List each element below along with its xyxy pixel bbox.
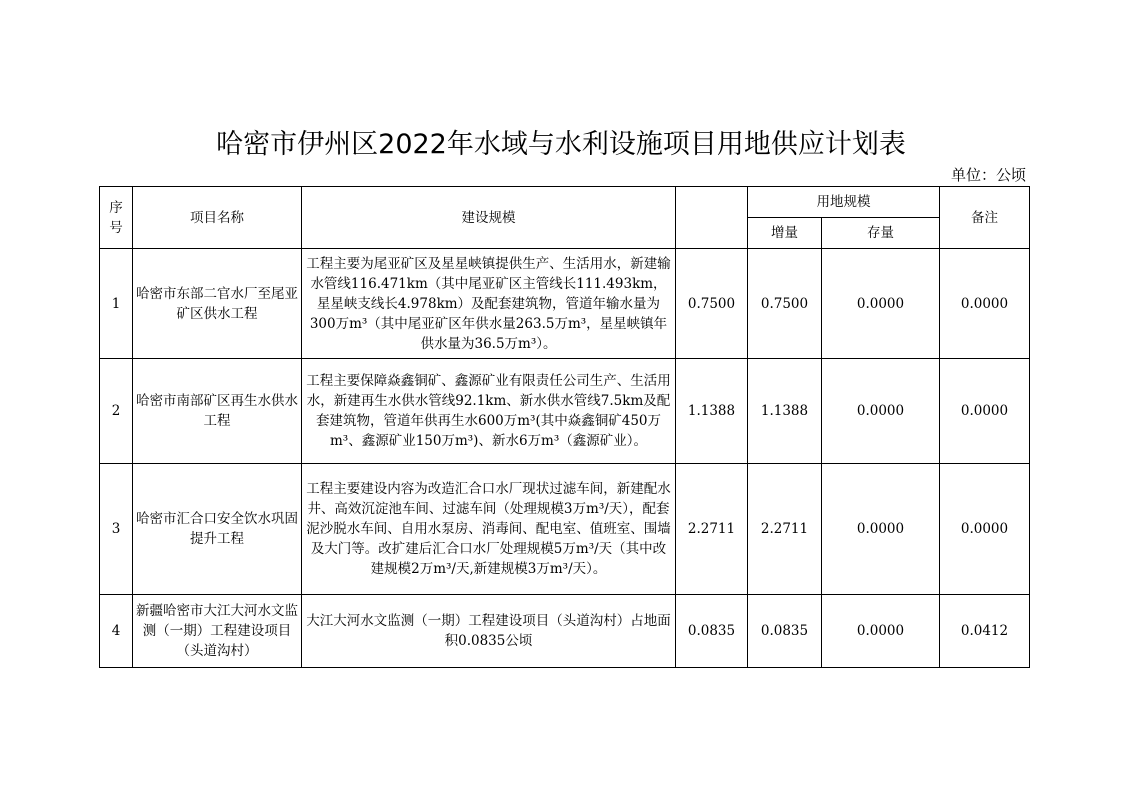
row-note: 0.0412 xyxy=(940,595,1030,668)
row-scale: 工程主要为尾亚矿区及星星峡镇提供生产、生活用水，新建输水管线116.471km（其中尾亚矿区主管线长111.493km，星星峡支线长4.978km）及配套建筑物，管道年输水量为300万m³（其中尾亚矿区年供水量263.5万m³，星星峡镇年供水量为36.5万m³）。 xyxy=(302,249,676,359)
row-increase: 2.2711 xyxy=(748,464,822,595)
row-name: 新疆哈密市大江大河水文监测（一期）工程建设项目（头道沟村） xyxy=(133,595,302,668)
table-row xyxy=(100,249,1030,359)
row-total: 0.7500 xyxy=(676,249,748,359)
row-stock: 0.0000 xyxy=(822,249,940,359)
row-scale: 工程主要保障焱鑫铜矿、鑫源矿业有限责任公司生产、生活用水，新建再生水供水管线92.1km、新水供水管线7.5km及配套建筑物，管道年供再生水600万m³(其中焱鑫铜矿450万m³、鑫源矿业150万m³)、新水6万m³（鑫源矿业）。 xyxy=(302,359,676,464)
table-row xyxy=(100,359,1030,464)
header-index: 序号 xyxy=(100,187,133,249)
row-increase: 0.0835 xyxy=(748,595,822,668)
row-total: 2.2711 xyxy=(676,464,748,595)
header-note: 备注 xyxy=(940,187,1030,249)
row-stock: 0.0000 xyxy=(822,464,940,595)
row-increase: 1.1388 xyxy=(748,359,822,464)
table-row xyxy=(100,595,1030,668)
land-supply-table xyxy=(99,186,1030,668)
row-index: 4 xyxy=(100,595,133,668)
row-index: 2 xyxy=(100,359,133,464)
page-title: 哈密市伊州区2022年水域与水利设施项目用地供应计划表 xyxy=(216,129,906,160)
row-scale: 大江大河水文监测（一期）工程建设项目（头道沟村）占地面积0.0835公顷 xyxy=(302,595,676,668)
header-stock: 存量 xyxy=(822,218,940,249)
row-note: 0.0000 xyxy=(940,359,1030,464)
row-increase: 0.7500 xyxy=(748,249,822,359)
row-stock: 0.0000 xyxy=(822,595,940,668)
header-increase: 增量 xyxy=(748,218,822,249)
header-name: 项目名称 xyxy=(133,187,302,249)
unit-label: 单位：公顷 xyxy=(950,166,1026,184)
row-scale: 工程主要建设内容为改造汇合口水厂现状过滤车间，新建配水井、高效沉淀池车间、过滤车间（处理规模3万m³/天），配套泥沙脱水车间、自用水泵房、消毒间、配电室、值班室、围墙及大门等。改扩建后汇合口水厂处理规模5万m³/天（其中改建规模2万m³/天,新建规模3万m³/天）。 xyxy=(302,464,676,595)
header-total xyxy=(676,187,748,249)
row-note: 0.0000 xyxy=(940,249,1030,359)
row-note: 0.0000 xyxy=(940,464,1030,595)
row-index: 1 xyxy=(100,249,133,359)
row-total: 0.0835 xyxy=(676,595,748,668)
row-name: 哈密市南部矿区再生水供水工程 xyxy=(133,359,302,464)
row-name: 哈密市东部二官水厂至尾亚矿区供水工程 xyxy=(133,249,302,359)
row-name: 哈密市汇合口安全饮水巩固提升工程 xyxy=(133,464,302,595)
row-total: 1.1388 xyxy=(676,359,748,464)
row-stock: 0.0000 xyxy=(822,359,940,464)
table-header-row xyxy=(100,187,1030,218)
header-land: 用地规模 xyxy=(748,187,940,218)
header-scale: 建设规模 xyxy=(302,187,676,249)
row-index: 3 xyxy=(100,464,133,595)
table-row xyxy=(100,464,1030,595)
